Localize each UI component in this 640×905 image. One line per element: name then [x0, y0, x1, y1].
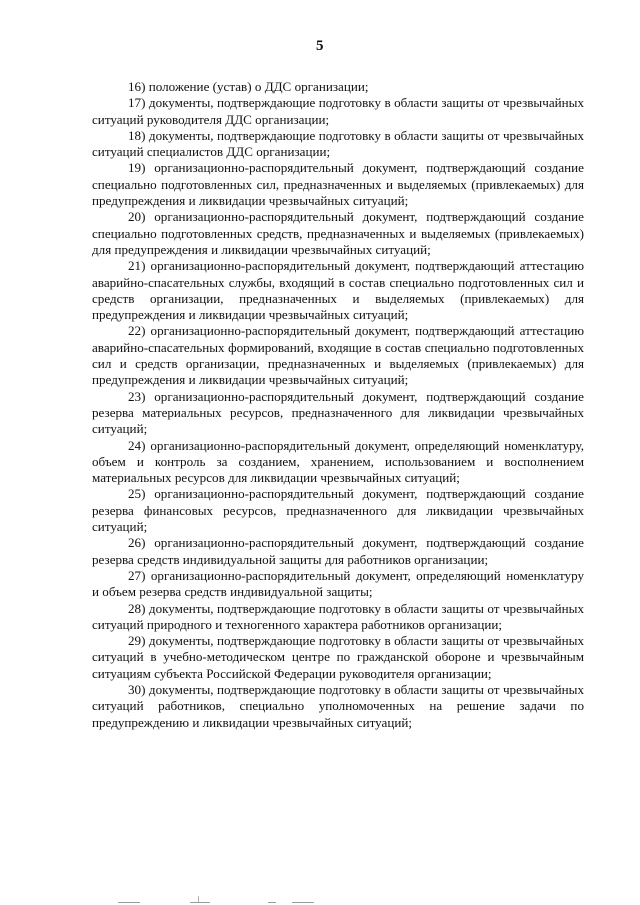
list-item: 28) документы, подтверждающие подготовку в области защиты от чрезвычайных ситуаций природного и техногенного характера работников организации;	[92, 600, 584, 632]
page-number: 5	[316, 38, 324, 54]
list-item: 21) организационно-распорядительный документ, подтверждающий аттестацию аварийно-спасательных службы, входящий в состав специально подготовленных сил и средств организации, предназначенных и выделяемых (привлекаемых) для предупреждения и ликвидации чрезвычайных ситуаций;	[92, 258, 584, 323]
document-body	[92, 79, 584, 731]
scan-line	[292, 902, 314, 903]
list-item: 29) документы, подтверждающие подготовку в области защиты от чрезвычайных ситуаций в учебно-методическом центре по гражданской обороне и чрезвычайным ситуациям субъекта Российской Федерации руководителя организации;	[92, 633, 584, 681]
list-item: 17) документы, подтверждающие подготовку в области защиты от чрезвычайных ситуаций руководителя ДДС организации;	[92, 95, 584, 127]
list-item: 23) организационно-распорядительный документ, подтверждающий создание резерва материальных ресурсов, предназначенного для ликвидации чрезвычайных ситуаций;	[92, 388, 584, 437]
scan-line	[190, 902, 210, 903]
list-item: 27) организационно-распорядительный документ, определяющий номенклатуру и объем резерва средств индивидуальной защиты;	[92, 567, 584, 600]
list-item: 19) организационно-распорядительный документ, подтверждающий создание специально подготовленных сил, предназначенных и выделяемых (привлекаемых) для предупреждения и ликвидации чрезвычайных ситуаций;	[92, 160, 584, 209]
scan-line	[268, 902, 276, 903]
list-item: 26) организационно-распорядительный документ, подтверждающий создание резерва средств индивидуальной защиты для работников организации;	[92, 535, 584, 567]
list-item: 18) документы, подтверждающие подготовку в области защиты от чрезвычайных ситуаций специалистов ДДС организации;	[92, 127, 584, 160]
scan-line	[118, 902, 140, 903]
list-item: 30) документы, подтверждающие подготовку в области защиты от чрезвычайных ситуаций работников, специально уполномоченных на решение задачи по предупреждению и ликвидации чрезвычайных ситуаций;	[92, 681, 584, 730]
list-item: 16) положение (устав) о ДДС организации;	[128, 79, 369, 94]
scan-artifact-marks	[0, 896, 640, 905]
list-item: 22) организационно-распорядительный документ, подтверждающий аттестацию аварийно-спасательных формирований, входящие в состав специально подготовленных сил и средств организации, предназначенных и выделяемых (привлекаемых) для предупреждения и ликвидации чрезвычайных ситуаций;	[92, 323, 584, 388]
list-item: 25) организационно-распорядительный документ, подтверждающий создание резерва финансовых ресурсов, предназначенного для ликвидации чрезвычайных ситуаций;	[92, 486, 584, 535]
list-item: 20) организационно-распорядительный документ, подтверждающий создание специально подготовленных средств, предназначенных и выделяемых (привлекаемых) для предупреждения и ликвидации чрезвычайных ситуаций;	[92, 209, 584, 257]
list-item: 24) организационно-распорядительный документ, определяющий номенклатуру, объем и контроль за созданием, хранением, использованием и восполнением материальных ресурсов для ликвидации чрезвычайных ситуаций;	[92, 437, 584, 486]
